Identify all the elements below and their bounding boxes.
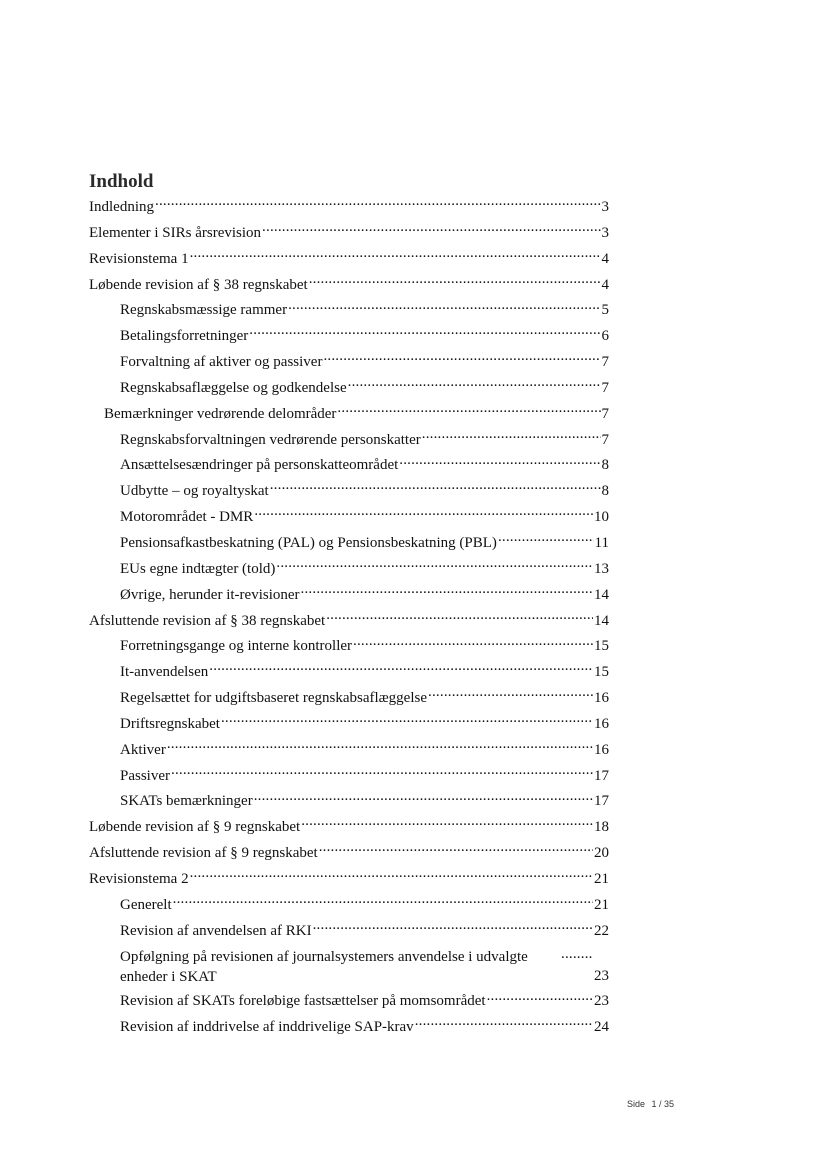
toc-entry-title: Generelt [120, 896, 172, 913]
toc-entry-page-number: 16 [594, 715, 609, 732]
toc-dot-leader [428, 686, 593, 702]
toc-dot-leader [254, 789, 593, 805]
toc-entry[interactable] [89, 324, 609, 350]
toc-dot-leader [309, 273, 601, 289]
footer-label: Side [627, 1099, 646, 1109]
toc-dot-leader [254, 505, 593, 521]
toc-entry-page-number: 7 [601, 405, 609, 422]
toc-entry-title: Opfølgning på revisionen af journalsystemers anvendelse i udvalgte enheder i SKAT [120, 949, 528, 986]
toc-entry[interactable] [89, 557, 609, 583]
toc-entry-page-number: 13 [594, 560, 609, 577]
toc-entry-title: Betalingsforretninger [120, 328, 249, 345]
toc-entry[interactable] [89, 428, 609, 454]
toc-entry[interactable] [89, 273, 609, 299]
toc-entry-page-number: 21 [594, 870, 609, 887]
toc-entry-title: Regnskabsaflæggelse og godkendelse [120, 379, 347, 396]
toc-dot-leader [348, 376, 601, 392]
toc-entry[interactable] [89, 402, 609, 428]
page-footer [627, 1099, 674, 1109]
toc-entry-title: Forvaltning af aktiver og passiver [120, 354, 323, 371]
toc-entry-page-number: 17 [594, 793, 609, 810]
toc-entry-title: Forretningsgange og interne kontroller [120, 638, 353, 655]
toc-entry-title: Øvrige, herunder it-revisioner [120, 586, 300, 603]
toc-entry[interactable] [89, 919, 609, 945]
toc-entry-wrap [120, 947, 609, 989]
toc-entry-page-number: 17 [594, 767, 609, 784]
toc-dot-leader [171, 764, 593, 780]
toc-entry-title: Elementer i SIRs årsrevision [89, 224, 262, 241]
toc-entry-title: Revision af SKATs foreløbige fastsættelser på momsområdet [120, 993, 486, 1010]
toc-dot-leader [326, 609, 593, 625]
toc-entry-page-number: 5 [601, 302, 609, 319]
toc-entry-title: Revision af inddrivelse af inddrivelige SAP-krav [120, 1019, 414, 1036]
toc-entry-page-number: 15 [594, 638, 609, 655]
toc-entry-page-number: 4 [601, 250, 609, 267]
toc-entry[interactable] [89, 815, 609, 841]
toc-heading: Indhold [89, 171, 154, 192]
toc-entry[interactable] [89, 989, 609, 1015]
toc-entry-page-number: 20 [594, 845, 609, 862]
toc-dot-leader [288, 298, 600, 314]
toc-entry-title: Bemærkninger vedrørende delområder [104, 405, 337, 422]
toc-entry-title: Afsluttende revision af § 9 regnskabet [89, 845, 318, 862]
toc-entry-title: Regnskabsforvaltningen vedrørende personskatter [120, 431, 421, 448]
toc-entry-title: Regelsættet for udgiftsbaseret regnskabsaflæggelse [120, 690, 428, 707]
toc-entry[interactable] [89, 764, 609, 790]
toc-entry-page-number: 24 [594, 1019, 609, 1036]
toc-entry[interactable] [89, 247, 609, 273]
toc-entry-page-number: 11 [594, 534, 609, 551]
toc-entry[interactable] [89, 789, 609, 815]
toc-entry-page-number: 16 [594, 690, 609, 707]
toc-dot-leader [498, 531, 594, 547]
toc-dot-leader [422, 428, 601, 444]
toc-dot-leader [173, 893, 593, 909]
toc-entry-title: Løbende revision af § 38 regnskabet [89, 276, 308, 293]
toc-dot-leader [561, 947, 593, 963]
toc-entry[interactable] [89, 298, 609, 324]
toc-dot-leader [323, 350, 600, 366]
toc-dot-leader [209, 660, 593, 676]
toc-entry[interactable] [89, 841, 609, 867]
toc-dot-leader [301, 583, 593, 599]
toc-entry-page-number: 7 [601, 379, 609, 396]
toc-entry[interactable] [89, 350, 609, 376]
toc-entry[interactable] [89, 583, 609, 609]
toc-entry-page-number: 8 [601, 457, 609, 474]
toc-entry-title: EUs egne indtægter (told) [120, 560, 276, 577]
toc-dot-leader [487, 989, 593, 1005]
toc-dot-leader [353, 634, 593, 650]
toc-entry-page-number: 7 [601, 354, 609, 371]
toc-dot-leader [167, 738, 593, 754]
toc-entry[interactable] [89, 686, 609, 712]
toc-entry[interactable] [89, 712, 609, 738]
toc-dot-leader [262, 221, 600, 237]
toc-entry-page-number: 10 [594, 509, 609, 526]
toc-entry[interactable] [89, 609, 609, 635]
toc-entry-title: Pensionsafkastbeskatning (PAL) og Pensionsbeskatning (PBL) [120, 534, 497, 551]
toc-entry-title: Revision af anvendelsen af RKI [120, 922, 312, 939]
toc-entry-page-number: 22 [594, 922, 609, 939]
toc-entry-title: Udbytte – og royaltyskat [120, 483, 269, 500]
toc-entry-title: SKATs bemærkninger [120, 793, 253, 810]
toc-entry-title: Revisionstema 2 [89, 870, 189, 887]
toc-entry[interactable] [89, 634, 609, 660]
toc-entry-page-number: 16 [594, 741, 609, 758]
toc-entry[interactable] [89, 479, 609, 505]
toc-entry-title: Driftsregnskabet [120, 715, 220, 732]
toc-entry[interactable] [89, 893, 609, 919]
toc-dot-leader [221, 712, 593, 728]
toc-entry-page-number: 3 [601, 199, 609, 215]
toc-dot-leader [313, 919, 593, 935]
toc-entry-title: Indledning [89, 199, 154, 215]
toc-entry[interactable] [89, 195, 609, 221]
toc-entry[interactable] [89, 867, 609, 893]
table-of-contents [89, 195, 609, 1041]
toc-entry[interactable] [89, 505, 609, 531]
toc-entry-page-number: 3 [601, 224, 609, 241]
toc-entry-title: Aktiver [120, 741, 166, 758]
toc-dot-leader [319, 841, 593, 857]
toc-dot-leader [249, 324, 600, 340]
toc-entry-page-number: 15 [594, 664, 609, 681]
toc-dot-leader [415, 1015, 593, 1031]
toc-entry[interactable] [89, 376, 609, 402]
toc-dot-leader [301, 815, 593, 831]
toc-dot-leader [337, 402, 600, 418]
toc-entry-page-number: 23 [594, 967, 609, 984]
toc-entry-page-number: 7 [601, 431, 609, 448]
toc-dot-leader [276, 557, 593, 573]
toc-entry[interactable] [89, 738, 609, 764]
toc-entry[interactable] [89, 1015, 609, 1041]
toc-entry[interactable] [89, 221, 609, 247]
toc-dot-leader [190, 867, 593, 883]
toc-entry-title: Løbende revision af § 9 regnskabet [89, 819, 301, 836]
toc-entry-page-number: 18 [594, 819, 609, 836]
toc-entry-page-number: 14 [594, 612, 609, 629]
footer-page-indicator: 1 / 35 [651, 1099, 675, 1109]
toc-entry[interactable] [89, 453, 609, 479]
toc-entry[interactable] [89, 660, 609, 686]
toc-dot-leader [155, 195, 601, 211]
toc-entry-title: Motorområdet - DMR [120, 509, 254, 526]
toc-entry[interactable] [89, 531, 609, 557]
toc-dot-leader [270, 479, 601, 495]
toc-dot-leader [190, 247, 601, 263]
toc-entry-title: It-anvendelsen [120, 664, 209, 681]
toc-entry-page-number: 21 [594, 896, 609, 913]
toc-entry-title: Regnskabsmæssige rammer [120, 302, 288, 319]
toc-entry-title: Afsluttende revision af § 38 regnskabet [89, 612, 326, 629]
toc-dot-leader [399, 453, 600, 469]
toc-entry-page-number: 4 [601, 276, 609, 293]
toc-entry-page-number: 6 [601, 328, 609, 345]
toc-entry[interactable] [89, 944, 609, 989]
toc-entry-page-number: 8 [601, 483, 609, 500]
toc-entry-title: Ansættelsesændringer på personskatteområdet [120, 457, 399, 474]
toc-entry-title: Passiver [120, 767, 170, 784]
toc-entry-title: Revisionstema 1 [89, 250, 189, 267]
toc-entry-page-number: 23 [594, 993, 609, 1010]
toc-entry-page-number: 14 [594, 586, 609, 603]
